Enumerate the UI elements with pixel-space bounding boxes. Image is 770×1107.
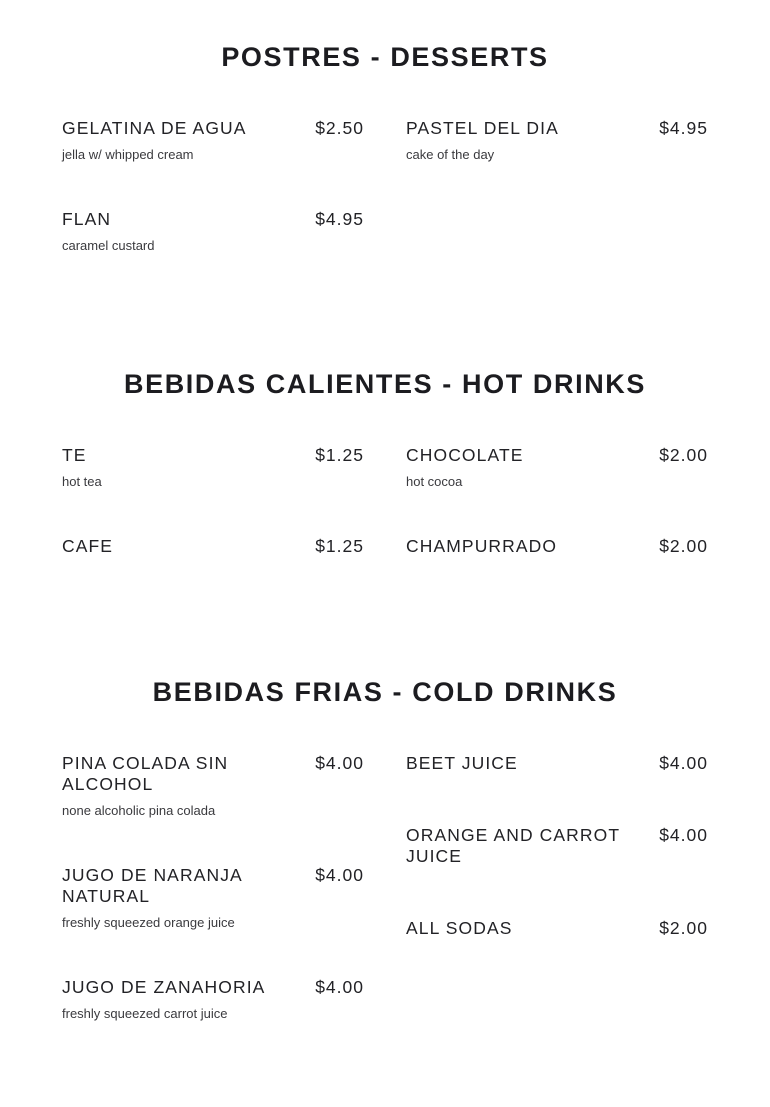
menu-item bbox=[406, 825, 708, 867]
menu-item bbox=[406, 753, 708, 774]
item-price: $2.50 bbox=[315, 118, 364, 138]
item-description: caramel custard bbox=[62, 238, 155, 253]
item-name: JUGO DE NARANJA NATURAL bbox=[62, 865, 242, 906]
item-price: $4.00 bbox=[659, 753, 708, 773]
menu-item bbox=[406, 445, 708, 490]
menu-item bbox=[406, 536, 708, 557]
item-description: freshly squeezed carrot juice bbox=[62, 1006, 228, 1021]
item-name: TE bbox=[62, 445, 87, 465]
item-name: BEET JUICE bbox=[406, 753, 518, 773]
menu-item bbox=[62, 753, 364, 819]
item-name: PINA COLADA SIN ALCOHOL bbox=[62, 753, 229, 794]
item-description: none alcoholic pina colada bbox=[62, 803, 216, 818]
menu-item bbox=[62, 977, 364, 1022]
item-price: $4.00 bbox=[659, 825, 708, 845]
item-name: JUGO DE ZANAHORIA bbox=[62, 977, 266, 997]
menu-item bbox=[62, 118, 364, 163]
item-name: ALL SODAS bbox=[406, 918, 513, 938]
item-name: GELATINA DE AGUA bbox=[62, 118, 247, 138]
section-title-desserts: POSTRES - DESSERTS bbox=[221, 42, 549, 72]
item-name: CHOCOLATE bbox=[406, 445, 524, 465]
item-price: $2.00 bbox=[659, 918, 708, 938]
item-description: hot tea bbox=[62, 474, 102, 489]
item-price: $4.00 bbox=[315, 977, 364, 997]
item-price: $1.25 bbox=[315, 445, 364, 465]
menu-item bbox=[62, 445, 364, 490]
section-title-cold-drinks: BEBIDAS FRIAS - COLD DRINKS bbox=[152, 677, 618, 707]
item-description: freshly squeezed orange juice bbox=[62, 915, 235, 930]
item-price: $4.95 bbox=[315, 209, 364, 229]
item-description: jella w/ whipped cream bbox=[62, 147, 194, 162]
item-description: hot cocoa bbox=[406, 474, 463, 489]
item-price: $4.95 bbox=[659, 118, 708, 138]
menu-item bbox=[406, 118, 708, 163]
section-title-hot-drinks: BEBIDAS CALIENTES - HOT DRINKS bbox=[123, 369, 647, 399]
menu-item bbox=[406, 918, 708, 939]
item-name: ORANGE AND CARROT JUICE bbox=[406, 825, 620, 866]
item-name: CAFE bbox=[62, 536, 114, 556]
item-description: cake of the day bbox=[406, 147, 495, 162]
item-price: $2.00 bbox=[659, 445, 708, 465]
item-name: PASTEL DEL DIA bbox=[406, 118, 559, 138]
item-price: $1.25 bbox=[315, 536, 364, 556]
item-name: CHAMPURRADO bbox=[406, 536, 558, 556]
menu-item bbox=[62, 865, 364, 931]
item-price: $4.00 bbox=[315, 865, 364, 885]
menu-item bbox=[62, 209, 364, 254]
item-name: FLAN bbox=[62, 209, 112, 229]
item-price: $2.00 bbox=[659, 536, 708, 556]
menu-item bbox=[62, 536, 364, 557]
item-price: $4.00 bbox=[315, 753, 364, 773]
